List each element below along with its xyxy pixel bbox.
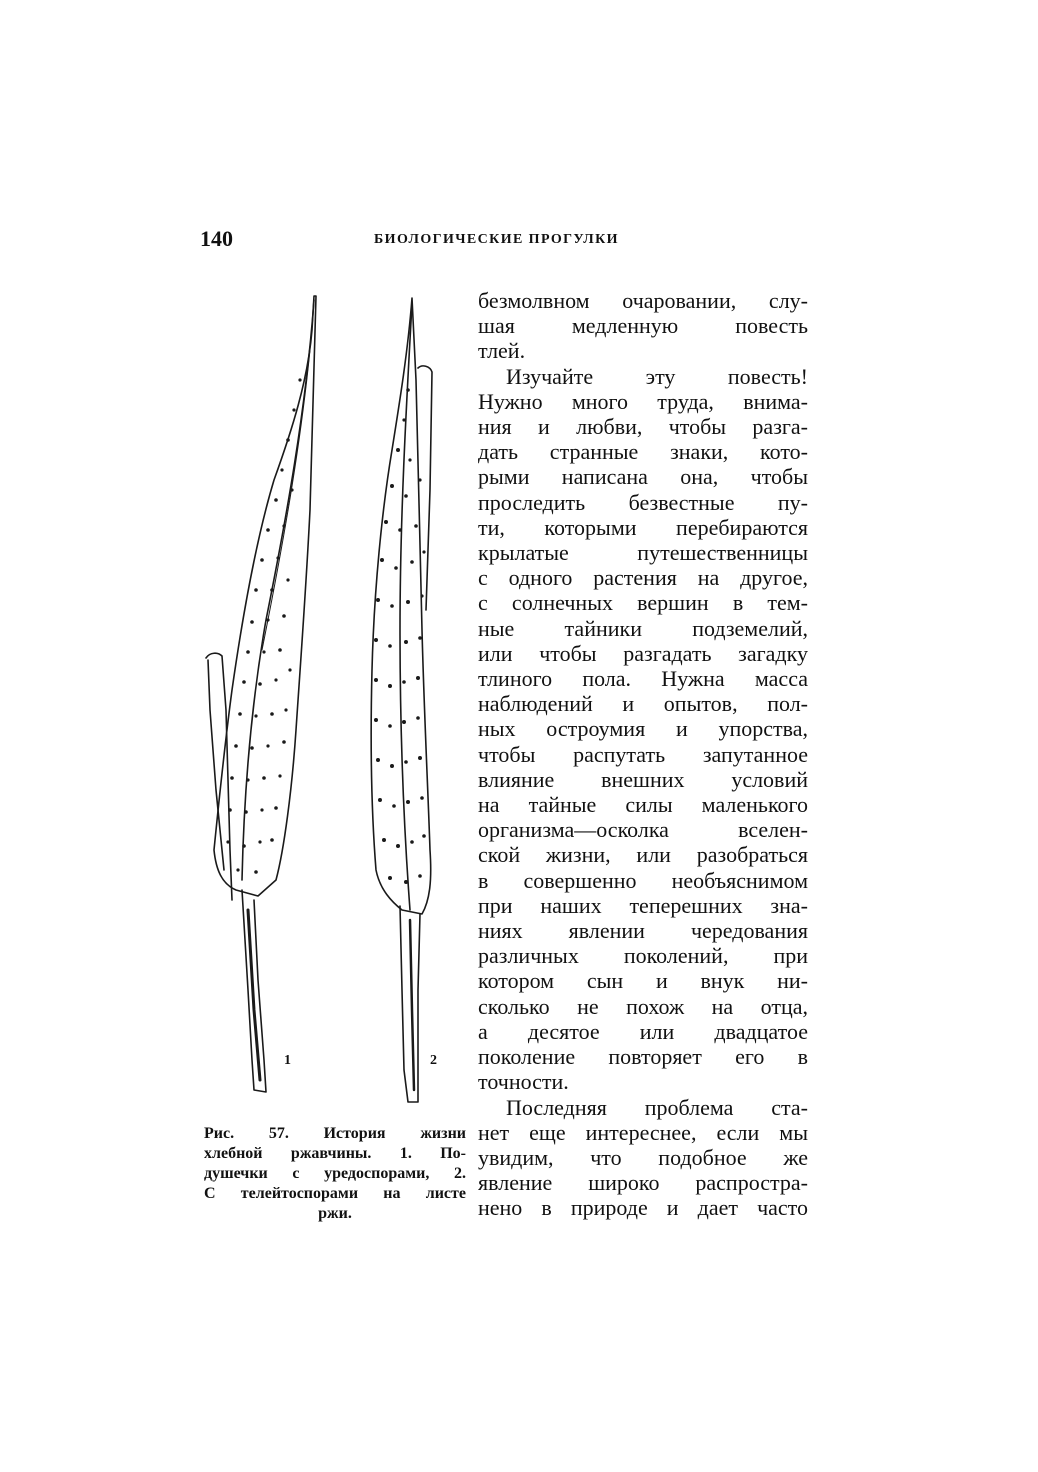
text-line: сколько не похож на отца, <box>478 993 808 1019</box>
text-line: а десятое или двадцатое <box>478 1018 808 1044</box>
text-line: организма—осколка вселен- <box>478 817 808 843</box>
text-line: наблюдений и опытов, пол- <box>478 691 808 717</box>
caption-line: ржи. <box>318 1205 352 1222</box>
text-line: ти, которыми перебираются <box>478 514 808 540</box>
text-line: Изучайте эту повесть! <box>506 363 808 389</box>
text-line: проследить безвестные пу- <box>478 489 808 515</box>
text-line: или чтобы разгадать загадку <box>478 640 808 666</box>
text-line: ния и любви, чтобы разга- <box>478 414 808 440</box>
caption-line: хлебной ржавчины. 1. По- <box>204 1145 466 1162</box>
text-line: в совершенно необъяснимом <box>478 867 808 893</box>
caption-line: С телейтоспорами на листе <box>204 1185 466 1202</box>
text-line: различных поколений, при <box>478 943 808 969</box>
text-line: явление широко распростра- <box>478 1170 808 1196</box>
figure-rust-leaves <box>196 290 466 1120</box>
text-line: влияние внешних условий <box>478 766 808 792</box>
text-line: рыми написана она, чтобы <box>478 464 808 490</box>
text-line: ные тайники подземелий, <box>478 615 808 641</box>
text-line: увидим, что подобное же <box>478 1144 808 1170</box>
page-header <box>196 226 808 256</box>
text-line: ных остроумия и упорства, <box>478 716 808 742</box>
text-line: тлей. <box>478 338 526 364</box>
text-line: с солнечных вершин в тем- <box>478 590 808 616</box>
page-number: 140 <box>200 226 233 251</box>
text-line: тлиного пола. Нужна масса <box>478 666 808 692</box>
figure-caption <box>204 1124 466 1224</box>
text-line: крылатые путешественницы <box>478 540 808 566</box>
text-line: при наших теперешних зна- <box>478 892 808 918</box>
right-leaf-blade <box>371 298 431 914</box>
text-line: точности. <box>478 1069 569 1095</box>
text-line: на тайные силы маленького <box>478 792 808 818</box>
text-line: ниях явлении чередования <box>478 918 808 944</box>
text-line: безмолвном очаровании, слу- <box>478 288 808 313</box>
body-text <box>478 288 808 1221</box>
figure-label-1: 1 <box>284 1053 291 1068</box>
text-line: ской жизни, или разобраться <box>478 842 808 868</box>
text-line: с одного растения на другое, <box>478 565 808 591</box>
caption-line: Рис. 57. История жизни <box>204 1125 466 1142</box>
leaf-illustration <box>196 290 466 1120</box>
text-line: шая медленную повесть <box>478 313 808 339</box>
text-line: котором сын и внук ни- <box>478 968 808 994</box>
text-line: Последняя проблема ста- <box>506 1094 808 1120</box>
text-line: дать странные знаки, кото- <box>478 439 808 465</box>
text-line: Нужно много труда, внима- <box>478 388 808 414</box>
caption-line: душечки с уредоспорами, 2. <box>204 1165 466 1182</box>
running-title: БИОЛОГИЧЕСКИЕ ПРОГУЛКИ <box>374 232 619 247</box>
rust-spots <box>226 378 425 884</box>
text-line: чтобы распутать запутанное <box>478 741 808 767</box>
figure-label-2: 2 <box>430 1053 437 1068</box>
text-line: поколение повторяет его в <box>478 1044 808 1070</box>
text-line: нет еще интереснее, если мы <box>478 1119 808 1145</box>
text-line: нено в природе и дает часто <box>478 1195 808 1221</box>
